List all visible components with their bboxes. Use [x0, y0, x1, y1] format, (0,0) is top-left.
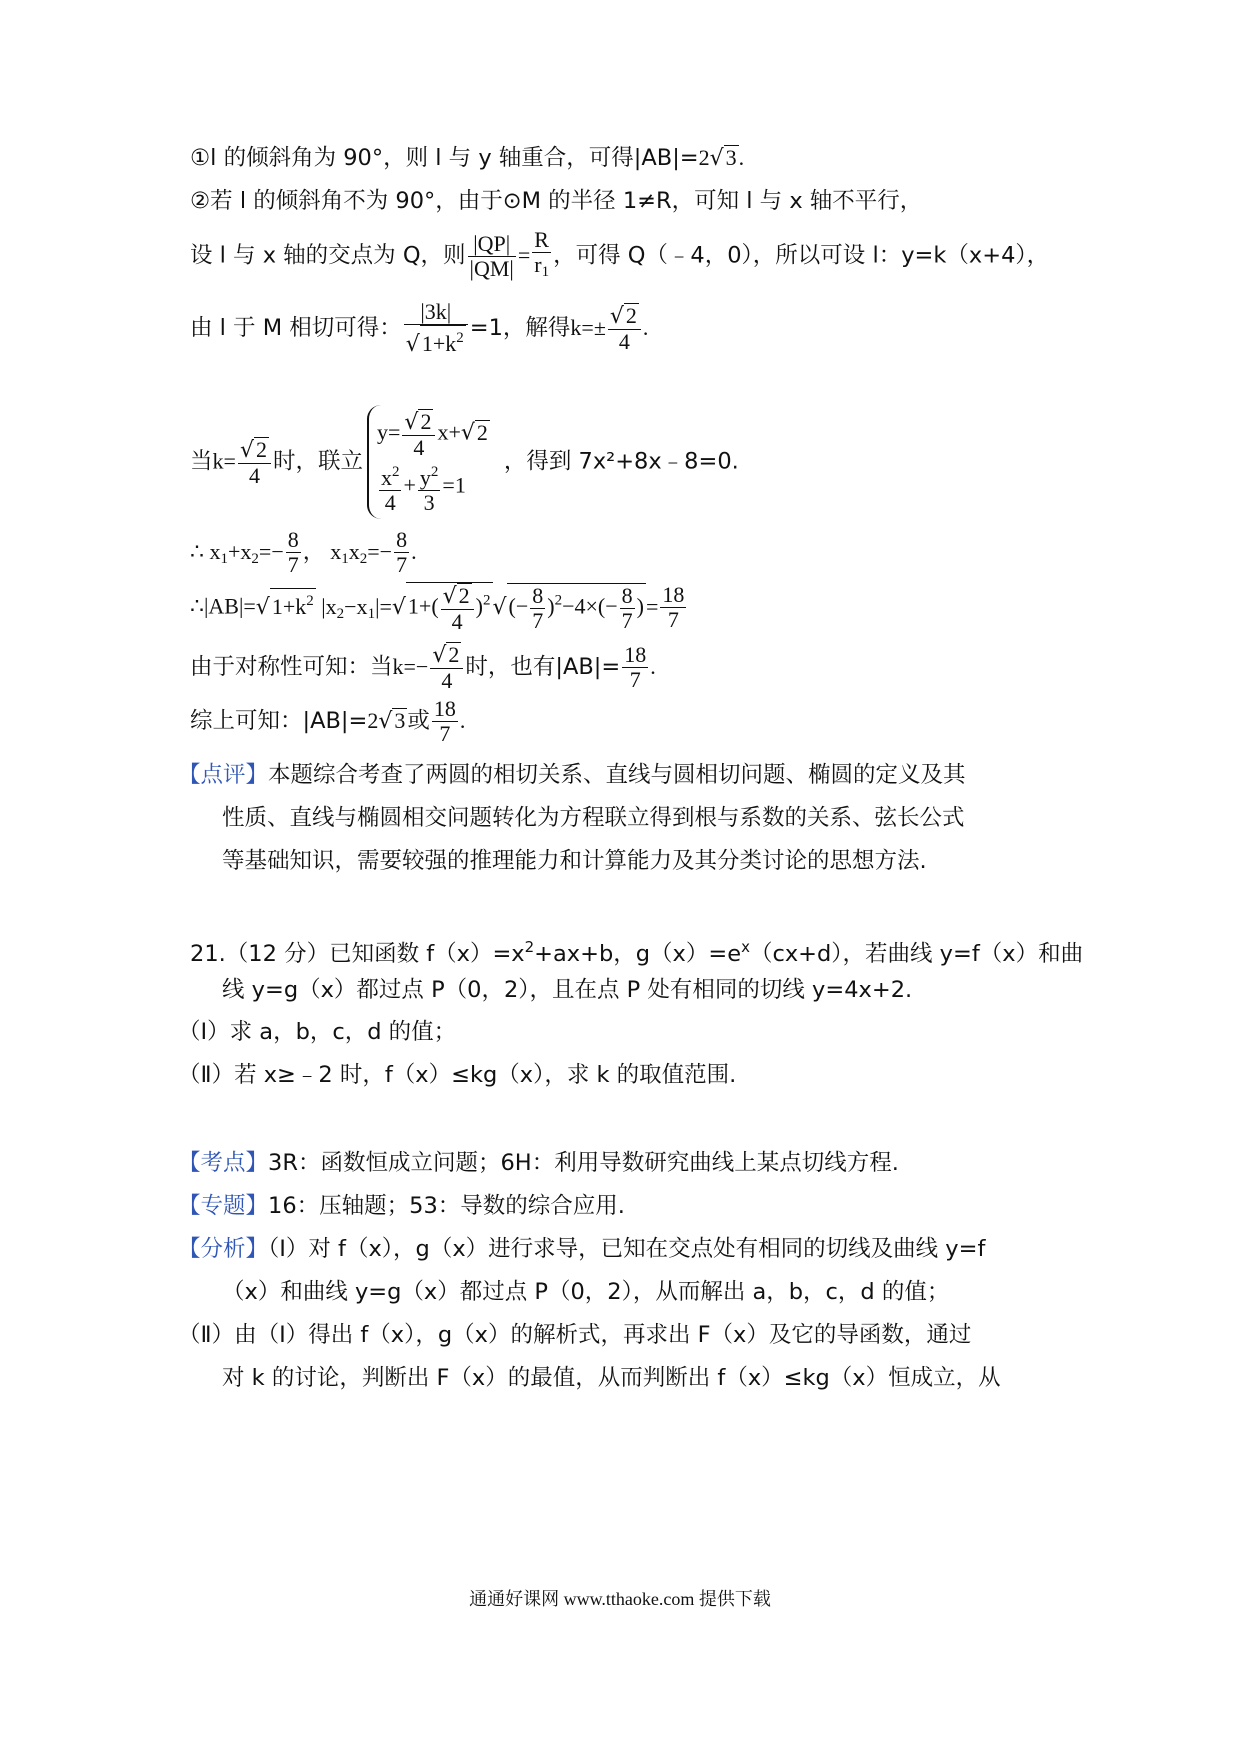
simultaneous-system-line: 当k= $\frac{√2}{4}$ 时，联立 y= $\frac{√2}{4}$ x+√2 $\frac{x^2}{4}$ + $\frac{y^2}{3}$ =1 ，得到 7x²+8x﹣8=0.: [190, 405, 739, 519]
knowledge-tag: 【考点】: [178, 1150, 269, 1176]
topic-tag: 【专题】: [178, 1193, 269, 1219]
solution-case-2: ②若 l 的倾斜角不为 90°，由于⊙M 的半径 1≠R，可知 l 与 x 轴不平行，: [190, 188, 923, 214]
symmetry-line: 由于对称性可知：当k=− $\frac{√2}{4}$ 时，也有|AB|= $\frac{18}{7}$ .: [190, 642, 656, 693]
page-footer: 通通好课网 www.tthaoke.com 提供下载: [469, 1589, 771, 1609]
solution-case-1: ①l 的倾斜角为 90°，则 l 与 y 轴重合，可得|AB|=2√3.: [190, 145, 745, 171]
question-21-part-2: （Ⅱ）若 x≥﹣2 时，f（x）≤kg（x），求 k 的取值范围.: [178, 1062, 737, 1088]
question-21-part-1: （Ⅰ）求 a，b，c，d 的值；: [178, 1019, 457, 1045]
review-section: 【点评】本题综合考查了两圆的相切关系、直线与圆相切问题、椭圆的定义及其: [178, 762, 966, 788]
analysis-tag: 【分析】: [178, 1236, 269, 1262]
knowledge-points: 【考点】3R：函数恒成立问题；6H：利用导数研究曲线上某点切线方程.: [178, 1150, 899, 1176]
intersection-point-line: 设 l 与 x 轴的交点为 Q，则 $\frac{|QP|}{|QM|}$ = $\frac{R}{r_1}$ ，可得 Q（﹣4，0），所以可设 l：y=k（x+4），: [190, 227, 1050, 281]
review-text-3: 等基础知识，需要较强的推理能力和计算能力及其分类讨论的思想方法.: [222, 848, 927, 874]
conclusion-line: 综上可知：|AB|=2√3或 $\frac{18}{7}$ .: [190, 696, 466, 746]
chord-length-line: $\therefore|AB|=√1+k^2$ $|x_2-x_1|=√1+$( $\frac{√2}{4}$ )$^2$√(− $\frac{8}{7}$ )$^2$−4×(− $\frac{8}{7}$ )= $\frac{18}{7}$: [190, 581, 685, 634]
ratio-fraction: $\frac{|QP|}{|QM|}$: [469, 230, 514, 281]
review-tag: 【点评】: [178, 762, 269, 788]
question-21-stem: 21.（12 分）已知函数 $f(x)=x^2+ax+b$，$g(x)=e^x(cx+d)$，若曲线 y=f（x）和曲: [190, 938, 1084, 967]
analysis-text-2: （x）和曲线 y=g（x）都过点 P（0，2），从而解出 a，b，c，d 的值；: [222, 1279, 950, 1305]
topic: 【专题】16：压轴题；53：导数的综合应用.: [178, 1193, 625, 1219]
vieta-line: ∴ $x_1+x_2=-$ $\frac{8}{7}$ ， $x_1x_2=-$ $\frac{8}{7}$ .: [190, 527, 417, 577]
question-21-stem-2: 线 y=g（x）都过点 P（0，2），且在点 P 处有相同的切线 y=4x+2.: [222, 977, 913, 1003]
review-text-2: 性质、直线与椭圆相交问题转化为方程联立得到根与系数的关系、弦长公式: [222, 805, 965, 831]
tangent-condition-line: 由 l 于 M 相切可得： $\frac{|3k|}{√1+k^2}$ =1，解得k=± $\frac{√2}{4}$ .: [190, 299, 649, 357]
distance-fraction: $\frac{|3k|}{√1+k^2}$: [404, 300, 468, 357]
analysis-text-3: （Ⅱ）由（Ⅰ）得出 f（x），g（x）的解析式，再求出 F（x）及它的导函数，通过: [178, 1322, 972, 1348]
analysis-text-4: 对 k 的讨论，判断出 F（x）的最值，从而判断出 f（x）≤kg（x）恒成立，从: [222, 1365, 1001, 1391]
analysis: 【分析】（Ⅰ）对 f（x），g（x）进行求导，已知在交点处有相同的切线及曲线 y=f: [178, 1236, 986, 1262]
equation-system: y= $\frac{√2}{4}$ x+√2 $\frac{x^2}{4}$ + $\frac{y^2}{3}$ =1: [367, 405, 500, 519]
